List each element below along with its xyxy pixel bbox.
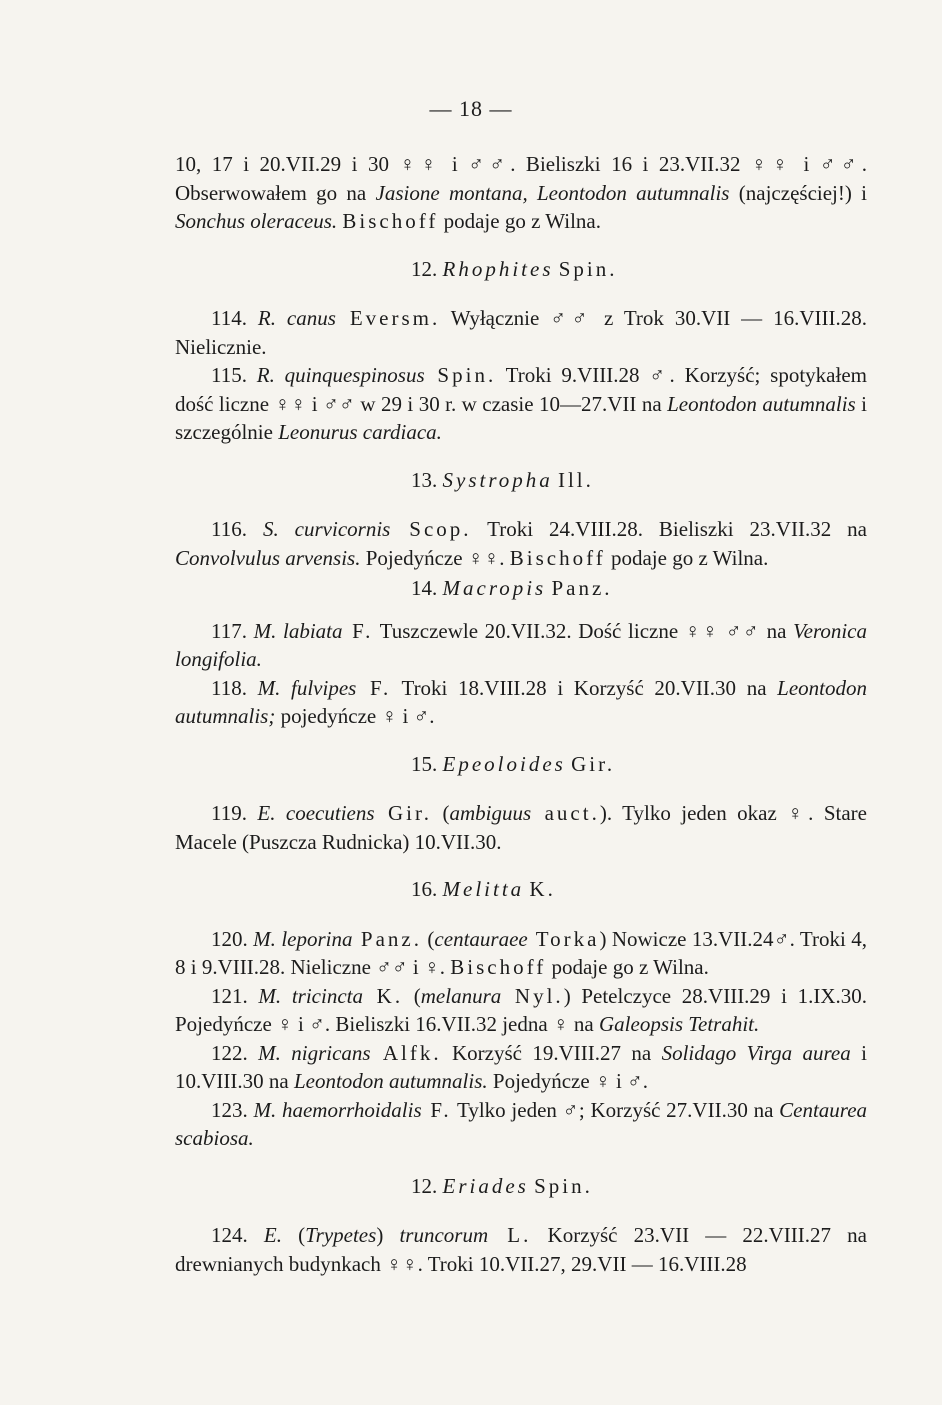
- entry-118: 118. M. fulvipes F. Troki 18.VIII.28 i Korzyść 20.VII.30 na Leontodon autumnalis; pojedyńcze ♀ i ♂.: [175, 675, 867, 728]
- genus-heading-melitta: 16. Melitta K.: [411, 877, 556, 901]
- intro-text-2: (najczęściej!) i: [729, 180, 867, 205]
- genus-heading-epeoloides: 15. Epeoloides Gir.: [411, 751, 616, 776]
- intro-text-3: podaje go z Wilna.: [438, 209, 601, 233]
- genus-heading-systropha: 13. Systropha Ill.: [411, 467, 594, 492]
- entry-123: 123. M. haemorrhoidalis F. Tylko jeden ♂; Korzyść 27.VII.30 na Centaurea scabiosa.: [175, 1097, 868, 1150]
- intro-plants: Jasione montana, Leontodon autumnalis: [375, 180, 730, 205]
- entry-120: 120. M. leporina Panz. (centauraee Torka) Nowicze 13.VII.24♂. Troki 4, 8 i 9.VIII.28. Nieliczne ♂♂ i ♀. Bischoff podaje go z Wilna.: [175, 926, 868, 979]
- entry-115: 115. R. quinquespinosus Spin. Troki 9.VIII.28 ♂. Korzyść; spotykałem dość liczne ♀♀ i ♂♂ w 29 i 30 r. w czasie 10—27.VII na Leontodon autumnalis i szczególnie Leonurus cardiaca.: [175, 363, 867, 444]
- entry-124: 124. E. (Trypetes) truncorum L. Korzyść 23.VII — 22.VIII.27 na drewnianych budynkach ♀♀. Troki 10.VII.27, 29.VII — 16.VIII.28: [175, 1223, 867, 1276]
- entry-119: 119. E. coecutiens Gir. (ambiguus auct.). Tylko jeden okaz ♀. Stare Macele (Puszcza Rudnicka) 10.VII.30.: [175, 801, 867, 854]
- page-number: — 18 —: [429, 96, 513, 121]
- entry-117: 117. M. labiata F. Tuszczewle 20.VII.32. Dość liczne ♀♀ ♂♂ na Veronica longifolia.: [175, 618, 867, 671]
- intro-text-1: 10, 17 i 20.VII.29 i 30 ♀♀ i ♂♂. Bieliszki 16 i 23.VII.32 ♀♀ i ♂♂. Obserwowałem go na: [175, 152, 867, 205]
- genus-heading-rhophites: 12. Rhophites Spin.: [411, 256, 618, 281]
- genus-heading-macropis: 14. Macropis Panz.: [411, 576, 613, 600]
- entry-122: 122. M. nigricans Alfk. Korzyść 19.VIII.27 na Solidago Virga aurea i 10.VIII.30 na Leontodon autumnalis. Pojedyńcze ♀ i ♂.: [175, 1040, 867, 1093]
- entry-116: 116. S. curvicornis Scop. Troki 24.VIII.28. Bieliszki 23.VII.32 na Convolvulus arvensis. Pojedyńcze ♀♀. Bischoff podaje go z Wilna.: [175, 517, 867, 570]
- genus-heading-eriades: 12. Eriades Spin.: [411, 1173, 593, 1198]
- entry-114: 114. R. canus Eversm. Wyłącznie ♂♂ z Trok 30.VII — 16.VIII.28. Nielicznie.: [175, 306, 867, 359]
- intro-paragraph: [175, 150, 867, 236]
- intro-plant-sonchus: Sonchus oleraceus.: [175, 209, 338, 233]
- page-body: [175, 150, 867, 1278]
- author-bischoff: Bischoff: [342, 209, 439, 233]
- entry-121: 121. M. tricincta K. (melanura Nyl.) Petelczyce 28.VIII.29 i 1.IX.30. Pojedyńcze ♀ i ♂. Bieliszki 16.VII.32 jedna ♀ na Galeopsis Tetrahit.: [175, 983, 868, 1036]
